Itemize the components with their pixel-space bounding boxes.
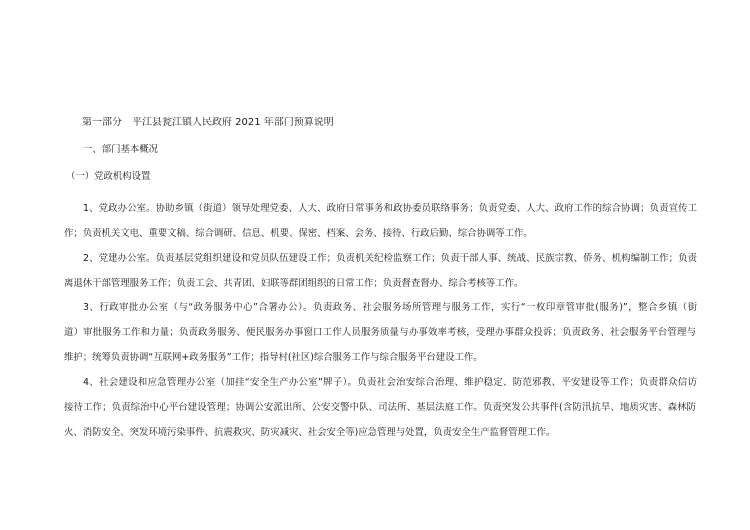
subsection-heading: （一）党政机构设置	[66, 171, 151, 182]
section-heading: 一、部门基本概况	[83, 144, 159, 155]
paragraph-4-line-3: 火、消防安全、突发环境污染事件、抗震救灾、防灾减灾、社会安全等)应急管理与处置，负责安全生产监督管理工作。	[64, 427, 556, 438]
paragraph-2-line-1: 2、党建办公室。负责基层党组织建设和党员队伍建设工作；负责机关纪检监察工作；负责干部人事、统战、民族宗教、侨务、机构编制工作；负责	[83, 253, 697, 264]
paragraph-3-line-1: 3、行政审批办公室（与“政务服务中心”合署办公）。负责政务、社会服务场所管理与服务工作，实行“一枚印章管审批(服务)”，整合乡镇（街	[83, 302, 697, 313]
paragraph-4-line-2: 接待工作；负责综治中心平台建设管理；协调公安派出所、公安交警中队、司法所、基层法庭工作。负责突发公共事件(含防汛抗旱、地质灾害、森林防	[64, 402, 696, 413]
paragraph-3-line-3: 维护；统筹负责协调“互联网+政务服务”工作；指导村(社区)综合服务工作与综合服务平台建设工作。	[64, 352, 483, 363]
paragraph-2-line-2: 离退休干部管理服务工作；负责工会、共青团、妇联等群团组织的日常工作；负责督查督办、综合考核等工作。	[64, 278, 524, 289]
document-title: 第一部分 平江县瓮江镇人民政府 2021 年部门预算说明	[82, 117, 334, 128]
paragraph-3-line-2: 道）审批服务工作和力量；负责政务服务、便民服务办事窗口工作人员服务质量与办事效率考核，受理办事群众投诉；负责政务、社会服务平台管理与	[64, 327, 696, 338]
paragraph-4-line-1: 4、社会建设和应急管理办公室（加挂“安全生产办公室”牌子）。负责社会治安综合治理、维护稳定、防范邪教、平安建设等工作；负责群众信访	[83, 377, 697, 388]
paragraph-1-line-1: 1、党政办公室。协助乡镇（街道）领导处理党委、人大、政府日常事务和政协委员联络事务；负责党委、人大、政府工作的综合协调；负责宣传工	[83, 203, 697, 214]
paragraph-1-line-2: 作；负责机关文电、重要文稿、综合调研、信息、机要、保密、档案、会务、接待、行政后勤、综合协调等工作。	[64, 228, 533, 239]
